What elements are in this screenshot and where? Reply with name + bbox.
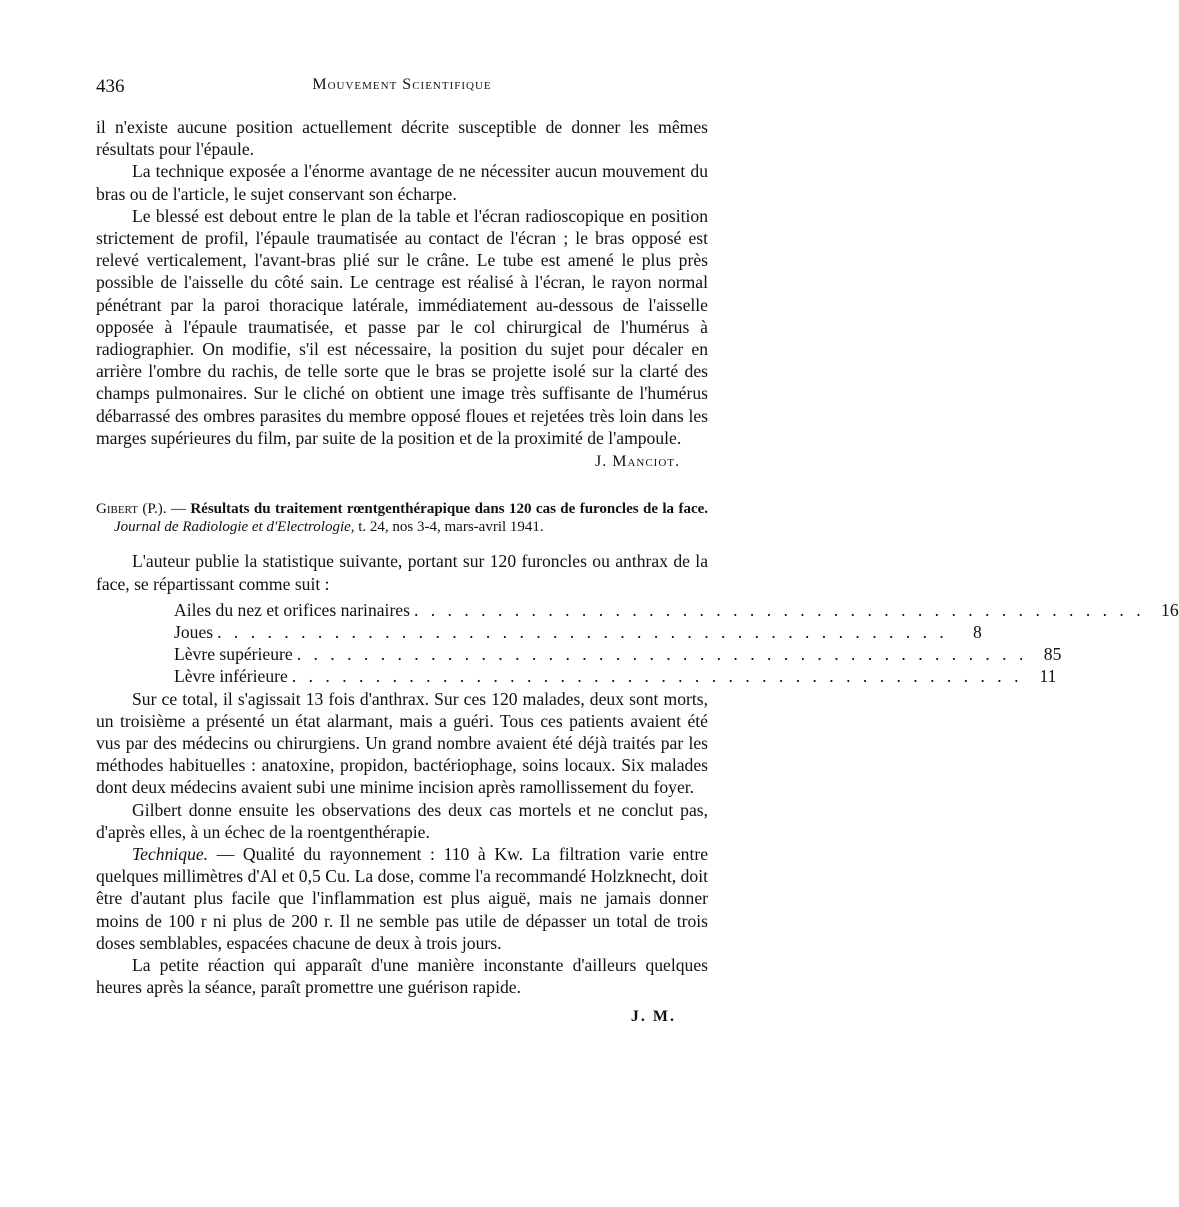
- stat-row: Lèvre supérieure . . . . . . . . . . . . . . . . . . . . . . . . . . . . . . . . . . . . . . . . . . . . 85: [174, 644, 1062, 665]
- page-number: 436: [96, 76, 125, 97]
- article2-paragraph-3: Gilbert donne ensuite les observations des deux cas mortels et ne conclut pas, d'après elles, à un échec de la roentgenthérapie.: [96, 799, 708, 842]
- running-title: Mouvement Scientifique: [312, 76, 492, 93]
- stat-value: 11: [1039, 666, 1057, 687]
- signature-name: Manciot.: [612, 453, 680, 471]
- technique-text: — Qualité du rayonnement : 110 à Kw. La filtration varie entre quelques millimètres d'Al et 0,5 Cu. La dose, comme l'a recommandé Holzknecht, doit être d'autant plus facile que l'inflammation est plus aiguë, mais ne jamais donner moins de 100 r ni plus de 200 r. Il ne semble pas utile de dépasser un total de trois doses semblables, espacées chacune de deux à trois jours.: [96, 844, 708, 953]
- article1-signature: [96, 451, 680, 473]
- article2-paragraph-4: [96, 843, 708, 954]
- article1-paragraph-1: il n'existe aucune position actuellement décrite susceptible de donner les mêmes résultats pour l'épaule.: [96, 117, 708, 160]
- citation-author: Gibert (P.).: [96, 501, 167, 518]
- article1-paragraph-3: Le blessé est debout entre le plan de la table et l'écran radioscopique en position strictement de profil, l'épaule traumatisée au contact de l'écran ; le bras opposé est relevé verticalement, l'avant-bras plié sur le crâne. Le tube est amené le plus près possible de l'aisselle du côté sain. Le centrage est réalisé à l'écran, le rayon normal pénétrant par la paroi thoracique latérale, immédiatement au-dessous de l'aisselle opposée à l'épaule traumatisée, et passe par le col chirurgical de l'humérus à radiographier. On modifie, s'il est nécessaire, la position du sujet pour décaler en arrière l'ombre du rachis, de telle sorte que le bras se projette isolé sur la clarté des champs pulmonaires. Sur le cliché on obtient une image très suffisante de l'humérus débarrassé des ombres parasites du membre opposé floues et rejetées très loin dans les marges supérieures du film, par suite de la position et de la proximité de l'ampoule.: [96, 205, 708, 448]
- stat-row: Lèvre inférieure . . . . . . . . . . . . . . . . . . . . . . . . . . . . . . . . . . . . . . . . . . . . 11: [174, 666, 1057, 687]
- stat-label: Lèvre inférieure: [174, 666, 288, 687]
- signature-initial: J.: [594, 453, 608, 471]
- citation-dash: —: [170, 501, 186, 518]
- stat-row: Joues . . . . . . . . . . . . . . . . . . . . . . . . . . . . . . . . . . . . . . . . . . . . 8: [174, 622, 982, 643]
- article1-paragraph-2: La technique exposée a l'énorme avantage de ne nécessiter aucun mouvement du bras ou de l'article, le sujet conservant son écharpe.: [96, 161, 708, 204]
- page-body: [96, 116, 1179, 1029]
- article2-signature: J. M.: [630, 1008, 676, 1026]
- stat-label: Ailes du nez et orifices narinaires: [174, 599, 410, 620]
- stat-value: 16: [1161, 599, 1179, 620]
- stat-label: Lèvre supérieure: [174, 644, 293, 665]
- citation-title: Résultats du traitement rœntgenthérapique dans 120 cas de furoncles de la face.: [190, 501, 709, 518]
- page-header: [96, 76, 708, 100]
- citation-journal: Journal de Radiologie et d'Electrologie,: [114, 518, 355, 535]
- statistics-list: [174, 599, 1179, 688]
- article2-paragraph-5: La petite réaction qui apparaît d'une manière inconstante d'ailleurs quelques heures après la séance, paraît promettre une guérison rapide.: [96, 955, 708, 998]
- stat-value: 85: [1043, 644, 1062, 665]
- stat-value: 8: [972, 622, 982, 643]
- article2-citation: [96, 501, 708, 536]
- technique-heading: Technique.: [132, 844, 209, 865]
- article2-paragraph-1: L'auteur publie la statistique suivante, portant sur 120 furoncles ou anthrax de la face, se répartissant comme suit :: [96, 551, 708, 594]
- stat-label: Joues: [174, 622, 214, 643]
- article2-paragraph-2: Sur ce total, il s'agissait 13 fois d'anthrax. Sur ces 120 malades, deux sont morts, un troisième a présenté un état alarmant, mais a guéri. Tous ces patients avaient été vus par des médecins ou chirurgiens. Un grand nombre avaient été déjà traités par les méthodes habituelles : anatoxine, propidon, bactériophage, soins locaux. Six malades dont deux médecins avaient subi une minime incision après ramollissement du foyer.: [96, 688, 708, 798]
- stat-row: Ailes du nez et orifices narinaires . . . . . . . . . . . . . . . . . . . . . . . . . . . . . . . . . . . . . . . . . . . . 16: [174, 599, 1179, 620]
- citation-volume: t. 24, nos 3-4, mars-avril 1941.: [358, 518, 544, 535]
